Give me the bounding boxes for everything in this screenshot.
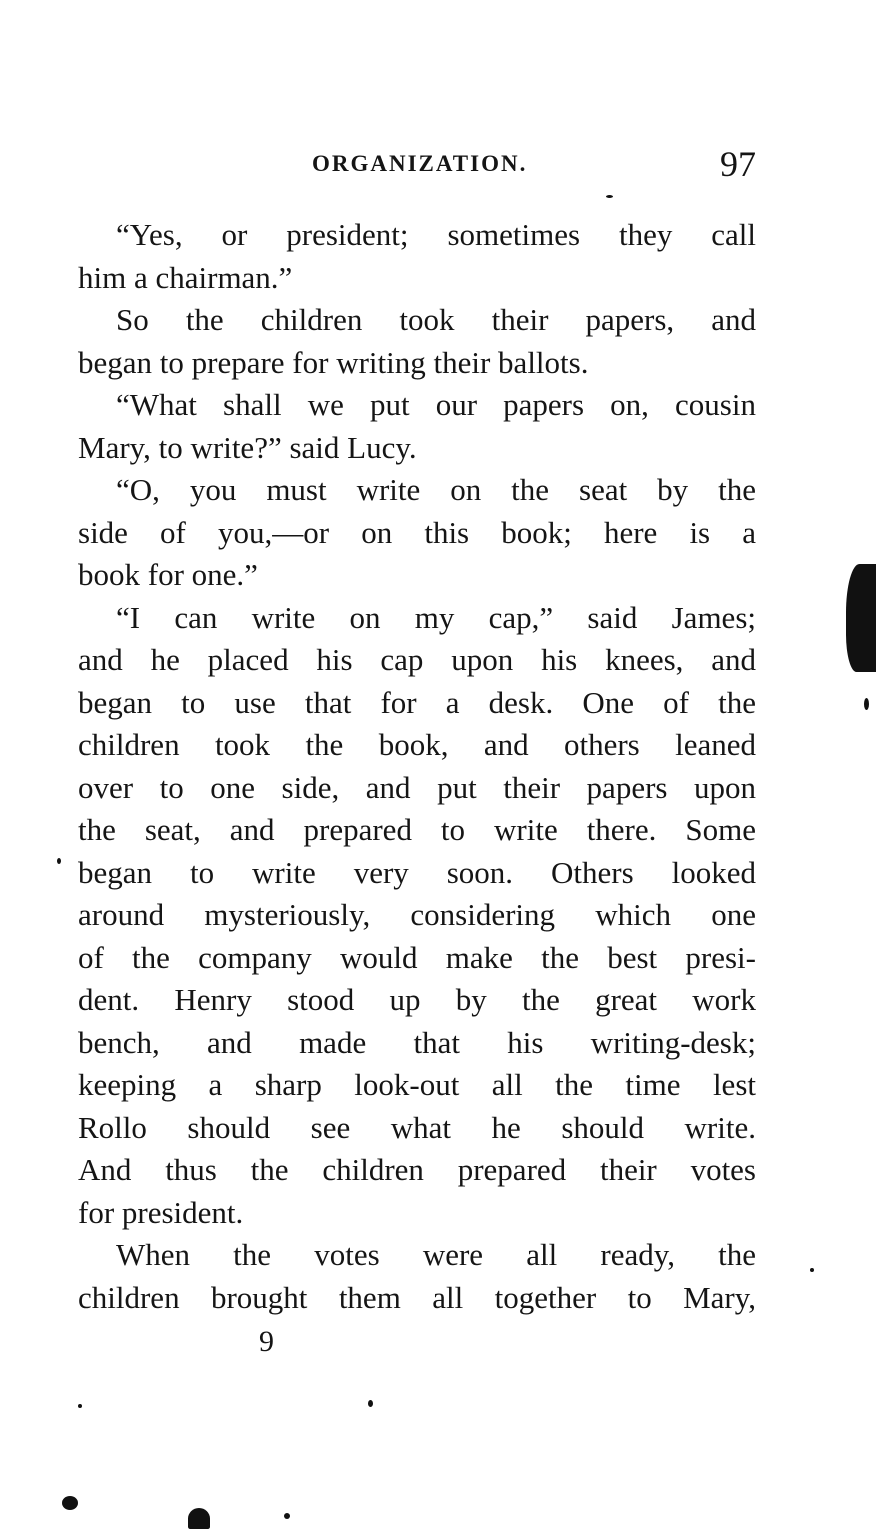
text-line: bench, and made that his writing-desk; — [78, 1024, 756, 1060]
text-line: And thus the children prepared their votes — [78, 1152, 756, 1187]
body-text — [78, 214, 756, 1319]
text-line: Mary, to write?” said Lucy. — [78, 429, 417, 465]
page-number: 97 — [720, 144, 756, 184]
text-line: dent. Henry stood up by the great work — [78, 982, 756, 1017]
ink-speck — [606, 195, 613, 198]
ink-speck — [368, 1400, 373, 1407]
text-line: the seat, and prepared to write there. Some — [78, 812, 756, 847]
text-line: children brought them all together to Mary, — [78, 1279, 756, 1315]
text-line: side of you,—or on this book; here is a — [78, 514, 756, 550]
text-line: for president. — [78, 1194, 244, 1230]
text-line: Rollo should see what he should write. — [78, 1109, 756, 1145]
ink-speck — [284, 1513, 290, 1519]
text-line: children took the book, and others leaned — [78, 727, 756, 762]
ink-speck — [864, 698, 869, 710]
text-line: “O, you must write on the seat by the — [116, 472, 756, 507]
running-head — [78, 143, 756, 187]
signature-mark: 9 — [259, 1325, 274, 1358]
text-line: over to one side, and put their papers upon — [78, 769, 756, 805]
text-line: So the children took their papers, and — [116, 302, 756, 337]
running-title: ORGANIZATION. — [312, 151, 528, 176]
text-line: book for one.” — [78, 557, 258, 592]
ink-speck — [57, 858, 61, 864]
text-line: When the votes were all ready, the — [116, 1237, 756, 1272]
text-line: him a chairman.” — [78, 259, 293, 295]
text-line: keeping a sharp look-out all the time lest — [78, 1067, 756, 1102]
text-line: and he placed his cap upon his knees, and — [78, 642, 756, 677]
text-line: of the company would make the best presi- — [78, 939, 756, 975]
text-line: began to prepare for writing their ballots. — [78, 344, 589, 380]
text-line: “Yes, or president; sometimes they call — [116, 217, 756, 252]
text-line: “I can write on my cap,” said James; — [116, 599, 756, 635]
ink-speck — [62, 1496, 78, 1510]
ink-speck — [78, 1404, 82, 1408]
ink-speck — [188, 1508, 210, 1529]
text-line: began to write very soon. Others looked — [78, 854, 756, 890]
text-line: around mysteriously, considering which one — [78, 897, 756, 932]
edge-ink-blot — [846, 564, 876, 672]
ink-speck — [810, 1268, 814, 1272]
text-line: “What shall we put our papers on, cousin — [116, 387, 756, 422]
text-line: began to use that for a desk. One of the — [78, 684, 756, 720]
